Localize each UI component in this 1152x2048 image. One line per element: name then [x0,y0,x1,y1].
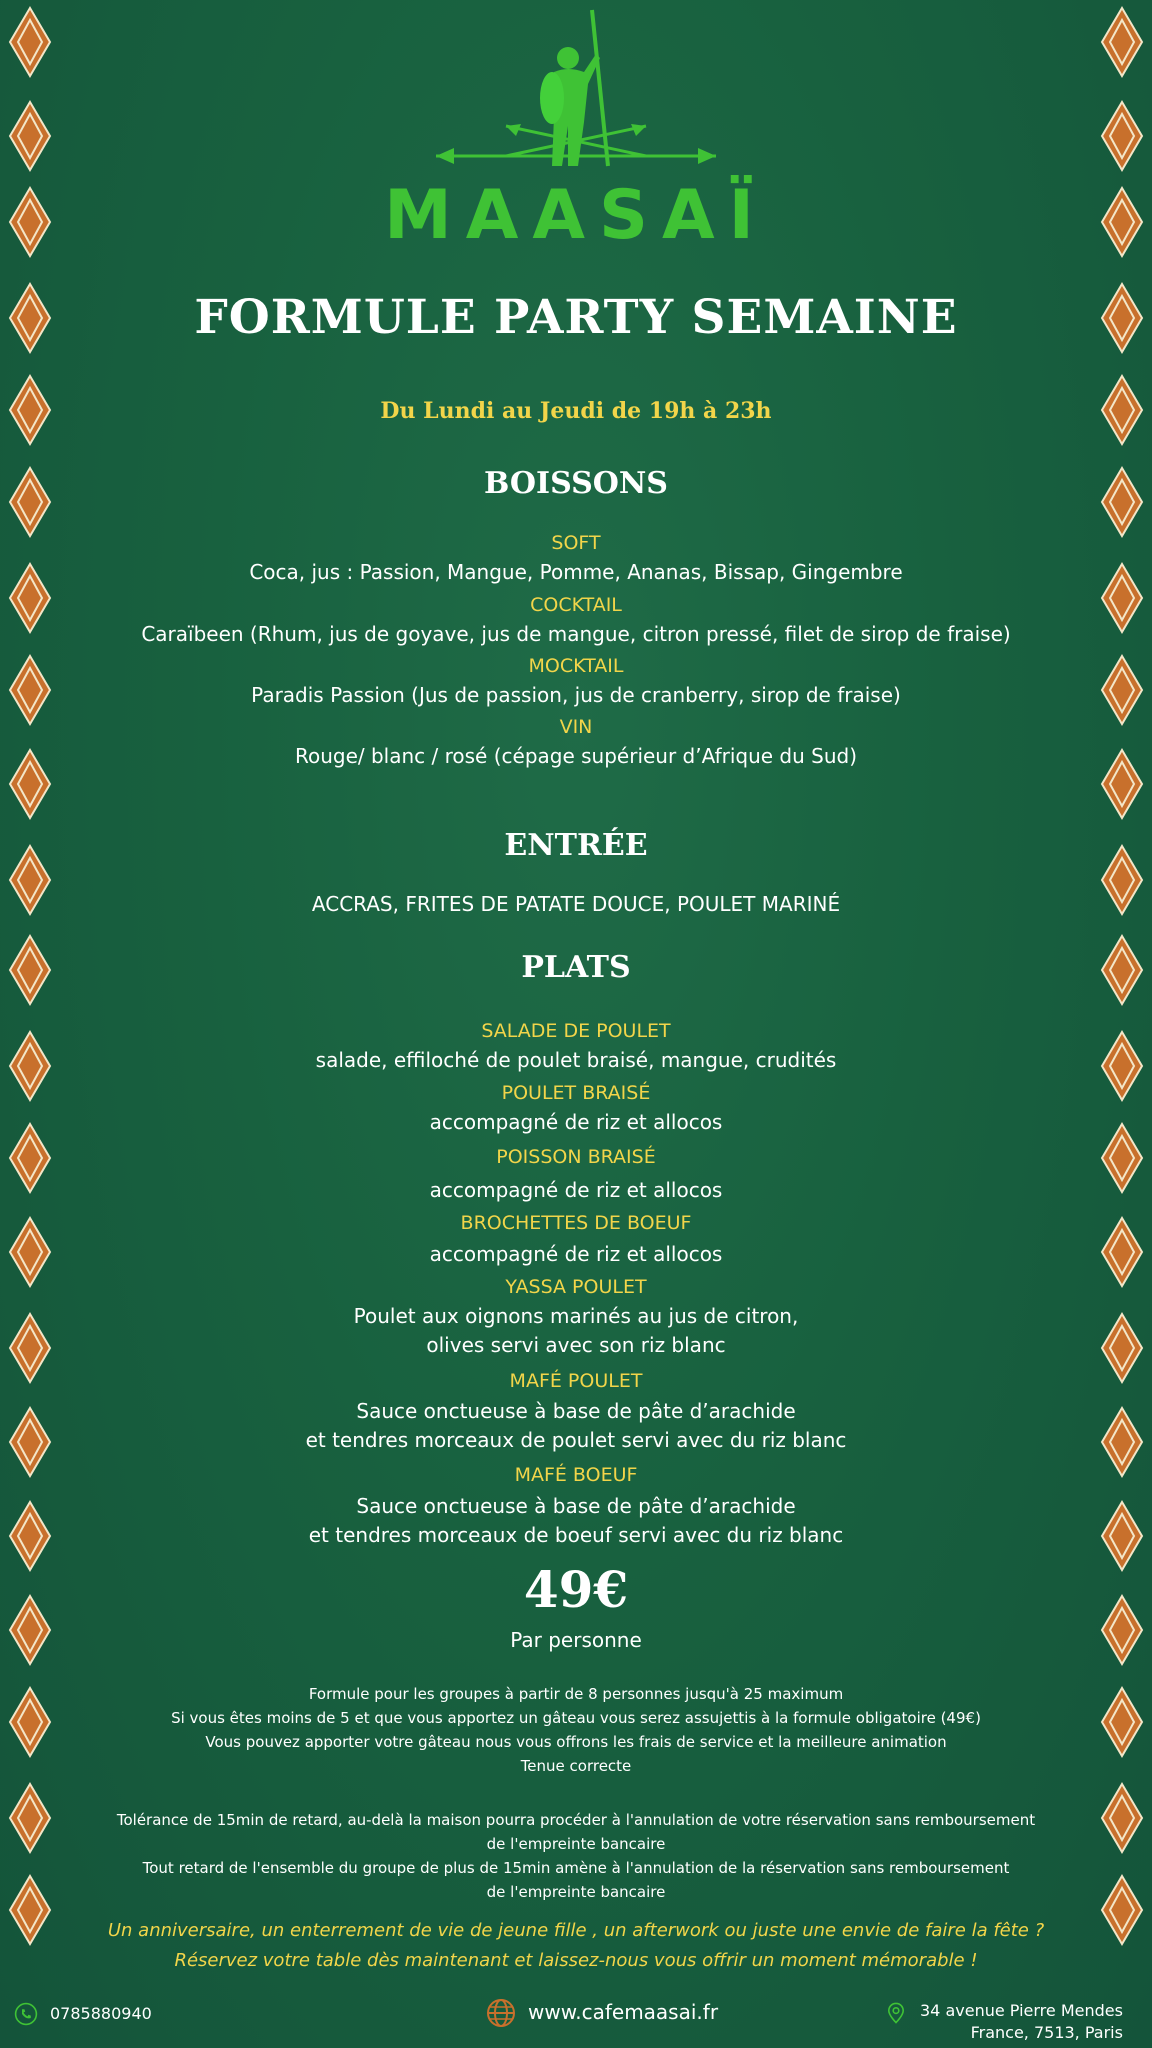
footer-address [884,2000,1123,2044]
maasai-warrior-logo-icon [426,6,726,176]
entree-description: ACCRAS, FRITES DE PATATE DOUCE, POULET MARINÉ [311,892,841,916]
drink-description: Coca, jus : Passion, Mangue, Pomme, Ananas, Bissap, Gingembre [249,560,903,584]
price-unit: Par personne [510,1628,642,1652]
location-pin-icon [884,2000,908,2026]
diamond-ornament-icon [1100,100,1144,172]
condition-line: Vous pouvez apporter votre gâteau nous vous offrons les frais de service et la meilleure animation [205,1733,947,1751]
dish-name: MAFÉ BOEUF [514,1464,638,1486]
dish-name: POISSON BRAISÉ [496,1146,656,1168]
diamond-ornament-icon [8,100,52,172]
policy-line: de l'empreinte bancaire [486,1835,666,1853]
dish-description: accompagné de riz et allocos [429,1242,723,1266]
dish-name: MAFÉ POULET [509,1370,643,1392]
policy-line: de l'empreinte bancaire [486,1883,666,1901]
drink-category: SOFT [551,532,601,554]
policy-line: Tolérance de 15min de retard, au-delà la maison pourra procéder à l'annulation de votre réservation sans remboursement [116,1811,1036,1829]
phone-icon [14,2002,38,2026]
footer-phone[interactable] [14,2002,152,2026]
brand-name: MAASAÏ [384,176,768,255]
drink-category: COCKTAIL [530,594,622,616]
website-link[interactable]: www.cafemaasai.fr [528,2000,719,2024]
condition-line: Tenue correcte [520,1757,632,1775]
diamond-ornament-icon [8,6,52,78]
drink-description: Rouge/ blanc / rosé (cépage supérieur d’Afrique du Sud) [294,744,858,768]
phone-number[interactable]: 0785880940 [50,2004,152,2023]
boissons-heading: BOISSONS [484,466,668,501]
dish-name: SALADE DE POULET [481,1020,671,1042]
drink-description: Caraïbeen (Rhum, jus de goyave, jus de mangue, citron pressé, filet de sirop de fraise) [141,622,1011,646]
dish-description: accompagné de riz et allocos [429,1110,723,1134]
drink-description: Paradis Passion (Jus de passion, jus de cranberry, sirop de fraise) [251,683,901,707]
page-title: FORMULE PARTY SEMAINE [194,290,958,345]
policy-line: Tout retard de l'ensemble du groupe de plus de 15min amène à l'annulation de la réservation sans remboursement [142,1859,1010,1877]
dish-description: olives servi avec son riz blanc [426,1333,726,1357]
dish-name: POULET BRAISÉ [501,1082,651,1104]
footer-website[interactable] [486,1998,718,2028]
plats-heading: PLATS [521,950,631,985]
dish-description: Sauce onctueuse à base de pâte d’arachide [356,1399,796,1423]
condition-line: Formule pour les groupes à partir de 8 personnes jusqu'à 25 maximum [308,1685,844,1703]
dish-description: accompagné de riz et allocos [429,1178,723,1202]
drink-category: MOCKTAIL [528,655,624,677]
dish-description: Sauce onctueuse à base de pâte d’arachide [356,1494,796,1518]
price-amount: 49€ [523,1560,629,1619]
condition-line: Si vous êtes moins de 5 et que vous apportez un gâteau vous serez assujettis à la formule obligatoire (49€) [171,1709,981,1727]
diamond-ornament-icon [1100,6,1144,78]
dish-description: et tendres morceaux de poulet servi avec du riz blanc [305,1428,847,1452]
entree-heading: ENTRÉE [504,828,648,863]
address-line: 34 avenue Pierre Mendes [920,2001,1123,2020]
address-line: France, 7513, Paris [970,2023,1123,2042]
schedule-subtitle: Du Lundi au Jeudi de 19h à 23h [380,398,772,424]
dish-description: salade, effiloché de poulet braisé, mangue, crudités [315,1048,837,1072]
drink-category: VIN [559,716,593,738]
dish-description: Poulet aux oignons marinés au jus de citron, [353,1304,799,1328]
dish-name: BROCHETTES DE BOEUF [460,1212,692,1234]
globe-icon [486,1998,516,2028]
promo-line: Un anniversaire, un enterrement de vie de jeune fille , un afterwork ou juste une envie de faire la fête ? [107,1920,1045,1941]
promo-line: Réservez votre table dès maintenant et laissez-nous vous offrir un moment mémorable ! [174,1950,978,1971]
dish-name: YASSA POULET [505,1276,647,1298]
dish-description: et tendres morceaux de boeuf servi avec du riz blanc [308,1523,844,1547]
